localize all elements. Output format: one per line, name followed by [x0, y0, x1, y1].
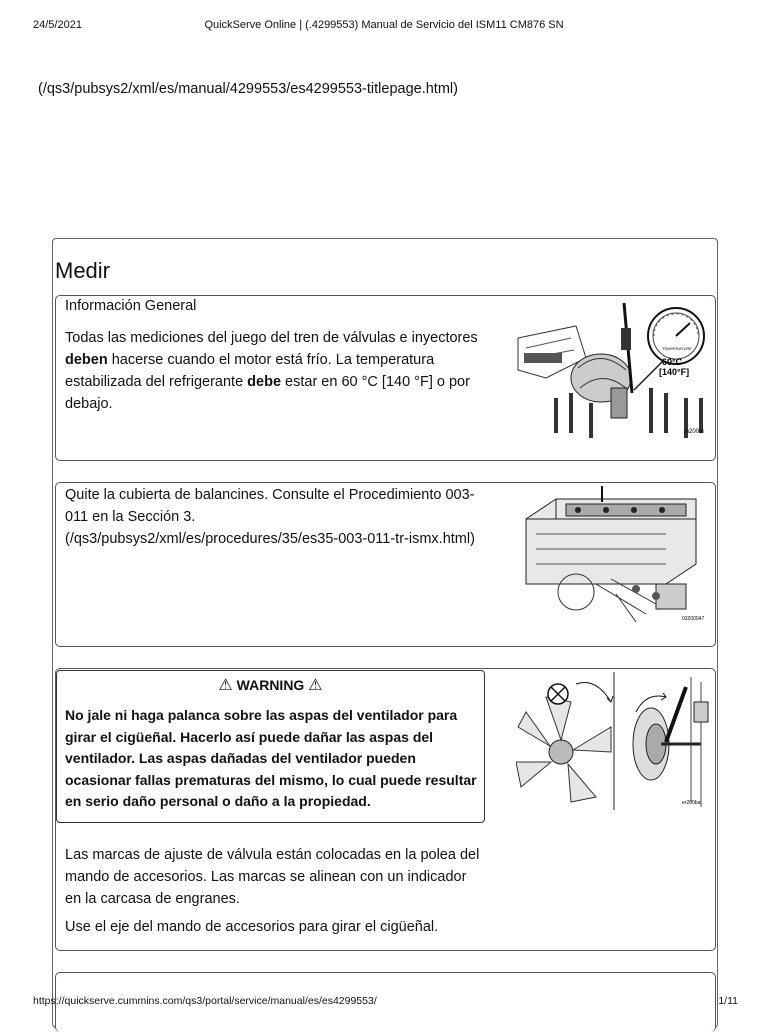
warning-label: WARNING: [236, 677, 305, 693]
general-info-heading: Información General: [65, 298, 197, 314]
titlepage-link[interactable]: (/qs3/pubsys2/xml/es/manual/4299553/es4299553-titlepage.html): [38, 81, 458, 97]
engine-rocker-cover-figure: [516, 484, 712, 624]
gauge-temp-fahrenheit: [140°F]: [659, 367, 690, 377]
valve-marks-text: Las marcas de ajuste de válvula están colocadas en la polea del mando de accesorios. Las marcas se alinean con un indicador en la carcasa de engranes.: [65, 847, 480, 907]
procedure-link[interactable]: (/qs3/pubsys2/xml/es/procedures/35/es35-003-011-tr-ismx.html): [65, 531, 475, 547]
warning-text: No jale ni haga palanca sobre las aspas del ventilador para girar el cigüeñal. Hacerlo así puede dañar las aspas del ventilador. Las aspas dañadas del ventilador pueden ocasionar fallas prematuras del mismo, lo cual puede resultar en serio daño personal o daño a la propiedad.: [65, 707, 477, 809]
fan-and-pulley-figure: [516, 672, 712, 810]
emphasis-deben: deben: [65, 352, 108, 368]
print-date: 24/5/2021: [33, 19, 82, 31]
emphasis-debe: debe: [247, 374, 282, 390]
print-page-title: QuickServe Online | (.4299553) Manual de Servicio del ISM11 CM876 SN: [204, 19, 564, 31]
figure-code: m200ui: [684, 429, 704, 435]
print-page-number: 1/11: [718, 995, 738, 1007]
gauge-temp-celsius: 60°C: [662, 357, 683, 367]
warning-triangle-icon: ⚠: [218, 677, 233, 694]
text-part: estar en 60 °C [140 °F] o por debajo.: [65, 374, 470, 412]
rotate-crankshaft-text: Use el eje del mando de accesorios para girar el cigüeñal.: [65, 919, 439, 935]
warning-header: [56, 675, 485, 695]
figure-code: er200ba: [682, 800, 701, 806]
warning-triangle-icon: ⚠: [308, 677, 323, 694]
general-info-text: [65, 327, 505, 415]
remove-cover-instructions: [65, 484, 475, 550]
gauge-label: TEMPERATURE: [662, 346, 692, 351]
coolant-temperature-figure: [516, 298, 712, 440]
figure-code: 03200047: [682, 616, 705, 622]
text-part: hacerse cuando el motor está frío. La temperatura estabilizada del refrigerante: [65, 352, 435, 390]
remove-cover-text: Quite la cubierta de balancines. Consulte el Procedimiento 003-011 en la Sección 3.: [65, 487, 475, 525]
section-title: Medir: [55, 258, 111, 283]
text-part: Todas las mediciones del juego del tren de válvulas e inyectores: [65, 330, 478, 346]
print-footer-url: https://quickserve.cummins.com/qs3/portal/service/manual/es/es4299553/: [33, 995, 377, 1007]
